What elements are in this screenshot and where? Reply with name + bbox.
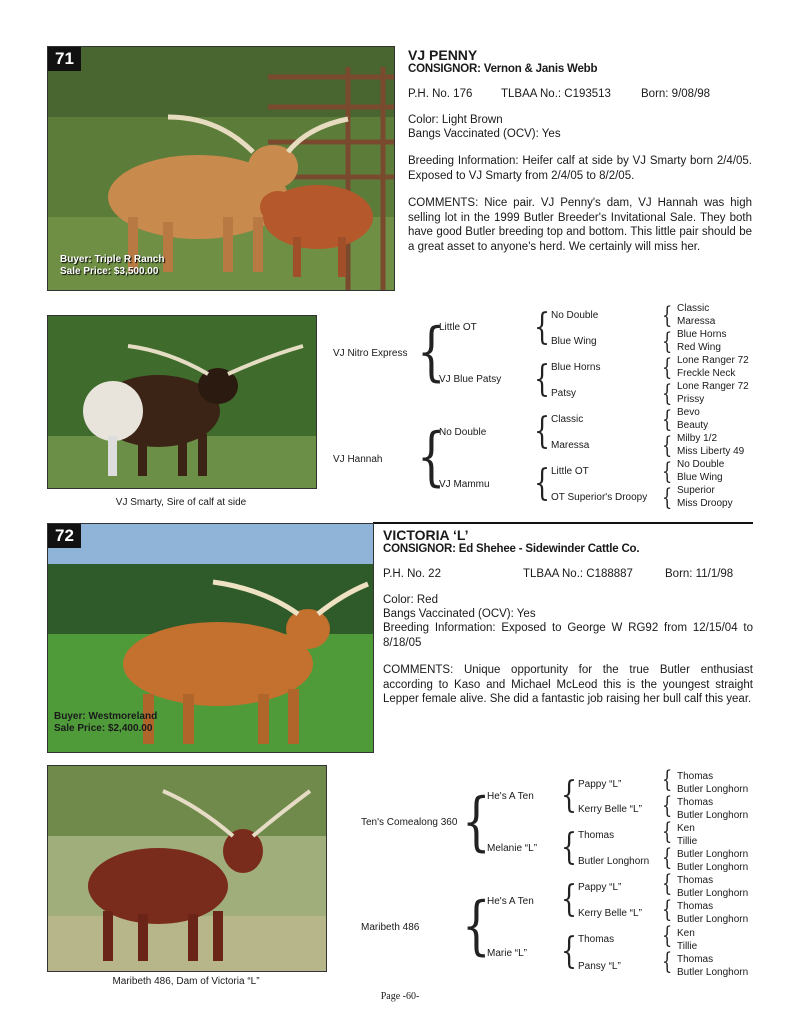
lot72-ped-g3: Kerry Belle “L” — [578, 804, 642, 815]
lot71-tlbaa-no: TLBAA No.: C193513 — [501, 88, 611, 100]
lot72-ped-g4: Butler Longhorn — [677, 784, 749, 795]
brace: { — [561, 827, 578, 868]
lot72-ped-g4: Tillie — [677, 941, 698, 952]
lot72-ped-g4: Butler Longhorn — [677, 888, 749, 899]
lot72-dam-photo — [47, 765, 327, 972]
lot72-ped-g4: Butler Longhorn — [677, 810, 749, 821]
brace: { — [534, 307, 551, 348]
lot72-ped-g3: Pappy “L” — [578, 779, 622, 790]
brace: { — [534, 411, 551, 452]
lot71-ped-g4: Miss Droopy — [677, 498, 733, 509]
brace: { — [662, 459, 673, 485]
lot72-sale-info — [54, 711, 157, 735]
lot72-color: Color: Red — [383, 594, 438, 606]
lot72-bangs: Bangs Vaccinated (OCV): Yes — [383, 608, 536, 620]
lot72-ped-g2: Marie “L” — [487, 948, 528, 959]
brace: { — [662, 381, 673, 407]
lot71-ph-no: P.H. No. 176 — [408, 88, 473, 100]
lot71-cow-photo — [47, 46, 395, 291]
lot71-ped-g3: Classic — [551, 414, 584, 425]
lot71-sire-caption: VJ Smarty, Sire of calf at side — [115, 497, 247, 508]
lot72-ped-g3: Thomas — [578, 830, 615, 841]
lot72-ped-g4: Thomas — [677, 797, 714, 808]
lot72-ped-g4: Thomas — [677, 901, 714, 912]
lot72-details — [383, 527, 753, 707]
lot72-ped-g4: Thomas — [677, 954, 714, 965]
lot71-details — [408, 47, 752, 254]
lot71-ped-g4: Miss Liberty 49 — [677, 446, 745, 457]
lot72-consignor: CONSIGNOR: Ed Shehee - Sidewinder Cattle Co. — [383, 543, 640, 555]
lot71-ped-g2: No Double — [439, 427, 487, 438]
lot71-ped-g3: Patsy — [551, 388, 577, 399]
section-divider — [373, 522, 753, 524]
lot71-comments: COMMENTS: Nice pair. VJ Penny's dam, VJ Hannah was high selling lot in the 1999 Butler Breeder's Invitational Sale. They both have good Butler breeding top and bottom. This little pair should be a great asset to anyone's herd. We certainly will miss her. — [408, 197, 752, 253]
lot72-ped-g4: Butler Longhorn — [677, 914, 749, 925]
lot71-ped-g2: VJ Mammu — [439, 479, 490, 490]
brace: { — [662, 871, 673, 897]
lot72-ped-g3: Pansy “L” — [578, 961, 621, 972]
brace: { — [662, 819, 673, 845]
lot72-ped-g4: Butler Longhorn — [677, 849, 749, 860]
lot71-ped-g4: Blue Wing — [677, 472, 723, 483]
brace: { — [417, 420, 446, 494]
lot72-sale-price: Sale Price: $2,400.00 — [54, 723, 153, 734]
lot71-ped-g3: Blue Horns — [551, 362, 601, 373]
lot71-ped-g4: No Double — [677, 459, 725, 470]
lot71-breeding: Breeding Information: Heifer calf at side by VJ Smarty born 2/4/05. Exposed to VJ Smarty from 2/4/05 to 8/2/05. — [408, 155, 752, 182]
brace: { — [662, 329, 673, 355]
lot71-ped-g4: Lone Ranger 72 — [677, 381, 749, 392]
lot72-ped-g4: Butler Longhorn — [677, 862, 749, 873]
lot71-buyer: Buyer: Triple R Ranch — [60, 254, 165, 265]
lot72-comments: COMMENTS: Unique opportunity for the true Butler enthusiast according to Kaso and Michael McLeod this is the youngest straight Lepper female alive. She did a fantastic job raising her bull calf this year. — [383, 664, 753, 705]
lot72-dam-caption: Maribeth 486, Dam of Victoria “L” — [112, 976, 260, 987]
lot71-ped-g3: OT Superior's Droopy — [551, 492, 648, 503]
lot71-ped-g4: Prissy — [677, 394, 705, 405]
lot71-ped-g1: VJ Nitro Express — [333, 348, 408, 359]
brace: { — [561, 775, 578, 816]
brace: { — [662, 897, 673, 923]
lot71-ped-g4: Freckle Neck — [677, 368, 736, 379]
brace: { — [462, 785, 491, 859]
lot72-ped-g4: Ken — [677, 928, 695, 939]
lot71-ped-g4: Classic — [677, 303, 710, 314]
lot72-ped-g2: He's A Ten — [487, 791, 534, 802]
lot72-ped-g3: Pappy “L” — [578, 882, 622, 893]
lot72-ped-g3: Butler Longhorn — [578, 856, 650, 867]
lot71-sale-price: Sale Price: $3,500.00 — [60, 266, 159, 277]
lot72-ped-g4: Butler Longhorn — [677, 967, 749, 978]
sire-scene — [48, 316, 316, 488]
lot71-color: Color: Light Brown — [408, 114, 503, 126]
brace: { — [662, 355, 673, 381]
lot71-ped-g3: Maressa — [551, 440, 590, 451]
lot71-bangs: Bangs Vaccinated (OCV): Yes — [408, 128, 561, 140]
lot71-ped-g3: Little OT — [551, 466, 589, 477]
lot72-name: VICTORIA ‘L’ — [383, 527, 469, 543]
lot71-ped-g4: Blue Horns — [677, 329, 727, 340]
brace: { — [662, 767, 673, 793]
page-number: Page -60- — [380, 991, 420, 1002]
lot72-ped-g4: Ken — [677, 823, 695, 834]
lot71-ped-g4: Bevo — [677, 407, 700, 418]
lot71-consignor: CONSIGNOR: Vernon & Janis Webb — [408, 63, 598, 75]
lot72-ped-g4: Tillie — [677, 836, 698, 847]
lot72-cow-photo — [47, 523, 374, 753]
lot72-ped-g4: Thomas — [677, 771, 714, 782]
lot72-tlbaa-no: TLBAA No.: C188887 — [523, 568, 633, 580]
lot71-ped-g4: Milby 1/2 — [677, 433, 718, 444]
lot72-ped-g1: Ten's Comealong 360 — [361, 817, 458, 828]
lot72-ped-g2: Melanie “L” — [487, 843, 538, 854]
lot72-ped-g3: Kerry Belle “L” — [578, 908, 642, 919]
brace: { — [662, 845, 673, 871]
brace: { — [662, 303, 673, 329]
brace: { — [561, 879, 578, 920]
brace: { — [417, 315, 446, 389]
brace: { — [561, 931, 578, 972]
lot71-sale-info — [60, 254, 164, 278]
lot72-registration-row — [383, 568, 753, 580]
lot71-ped-g1: VJ Hannah — [333, 454, 383, 465]
lot72-buyer: Buyer: Westmoreland — [54, 711, 158, 722]
lot72-ped-g4: Thomas — [677, 875, 714, 886]
brace: { — [534, 463, 551, 504]
lot72-number-badge: 72 — [48, 524, 81, 548]
lot71-sire-photo — [47, 315, 317, 489]
lot71-ped-g4: Red Wing — [677, 342, 721, 353]
lot71-ped-g2: VJ Blue Patsy — [439, 374, 502, 385]
lot71-ped-g2: Little OT — [439, 322, 477, 333]
lot72-ped-g1: Maribeth 486 — [361, 922, 420, 933]
brace: { — [662, 949, 673, 975]
lot72-ph-no: P.H. No. 22 — [383, 568, 441, 580]
brace: { — [462, 889, 491, 963]
lot71-ped-g4: Beauty — [677, 420, 709, 431]
lot71-born: Born: 9/08/98 — [641, 88, 711, 100]
lot72-ped-g2: He's A Ten — [487, 896, 534, 907]
brace: { — [662, 485, 673, 511]
brace: { — [662, 793, 673, 819]
lot71-registration-row — [408, 88, 752, 100]
brace: { — [662, 923, 673, 949]
lot72-ped-g3: Thomas — [578, 934, 615, 945]
lot72-born: Born: 11/1/98 — [665, 568, 734, 580]
dam-scene — [48, 766, 326, 971]
lot71-name: VJ PENNY — [408, 47, 478, 63]
brace: { — [662, 433, 673, 459]
lot71-ped-g4: Maressa — [677, 316, 716, 327]
lot71-ped-g3: Blue Wing — [551, 336, 597, 347]
brace: { — [662, 407, 673, 433]
lot71-ped-g3: No Double — [551, 310, 599, 321]
brace: { — [534, 359, 551, 400]
lot71-ped-g4: Lone Ranger 72 — [677, 355, 749, 366]
lot71-ped-g4: Superior — [677, 485, 715, 496]
lot71-number-badge: 71 — [48, 47, 81, 71]
lot72-breeding: Breeding Information: Exposed to George W RG92 from 12/15/04 to 8/18/05 — [383, 622, 753, 649]
